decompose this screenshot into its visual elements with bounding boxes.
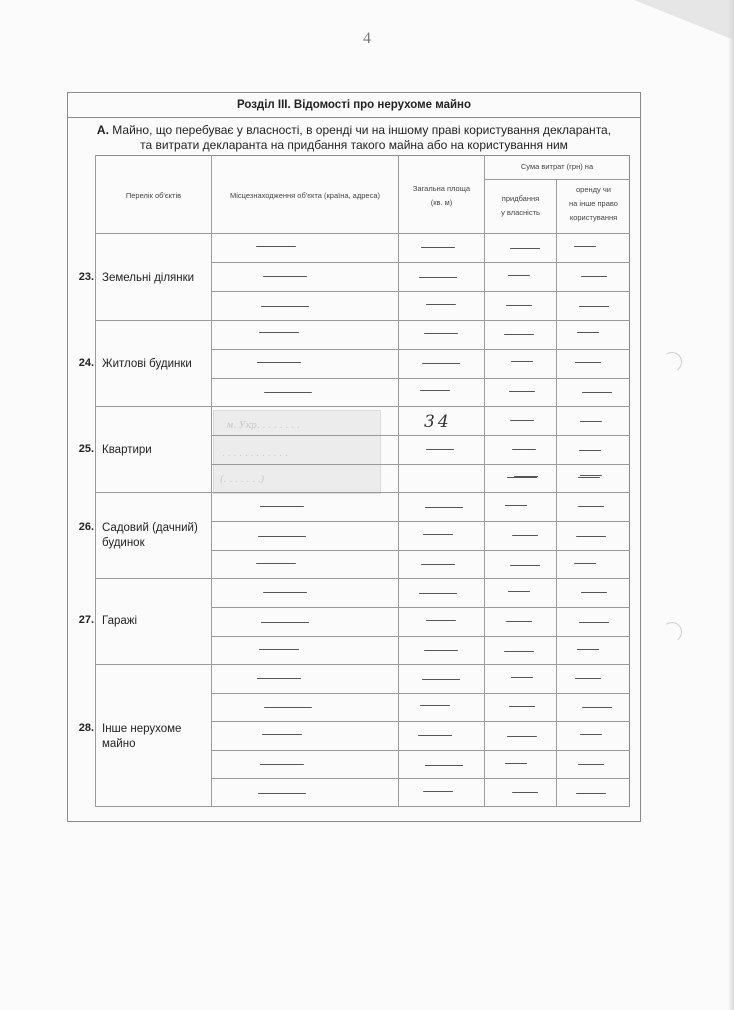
header-purchase [485, 192, 556, 220]
sub-row-hline [211, 521, 630, 522]
sub-row-hline [211, 778, 630, 779]
page-number: 4 [363, 30, 371, 47]
empty-dash [419, 593, 457, 594]
group-hline [95, 578, 630, 579]
sub-row-hline [211, 349, 630, 350]
sub-row-hline [211, 464, 630, 465]
empty-dash [582, 392, 612, 393]
empty-dash [511, 677, 533, 678]
empty-dash [420, 705, 450, 706]
scan-edge [728, 0, 734, 1010]
empty-dash [260, 506, 304, 507]
section-subtitle [68, 123, 640, 153]
empty-dash [512, 792, 538, 793]
row-number: 25. [78, 443, 94, 455]
empty-dash [510, 565, 540, 566]
subtitle-line-1: Майно, що перебуває у власності, в оренді чи на іншому праві користування декларанта, [112, 123, 612, 137]
redacted-address: м. Укр. . . . . . . . . . . . . . . . . . . . (. . . . . . .) [213, 410, 381, 494]
empty-dash [579, 622, 609, 623]
row-label: Квартири [102, 444, 152, 456]
empty-dash [575, 678, 601, 679]
row-label: Садовий (дачний) будинок [102, 522, 198, 549]
empty-dash [506, 621, 532, 622]
empty-dash [424, 333, 458, 334]
empty-dash [425, 507, 463, 508]
header-purchase-line-2: у власність [501, 208, 540, 217]
header-area [399, 182, 484, 210]
empty-dash [261, 622, 309, 623]
section-title: Розділ ІІІ. Відомості про нерухоме майно [68, 93, 640, 118]
empty-dash [418, 735, 452, 736]
empty-dash [512, 535, 538, 536]
empty-dash [419, 277, 457, 278]
empty-dash [426, 304, 456, 305]
empty-dash [420, 390, 450, 391]
empty-dash [258, 793, 306, 794]
subtitle-letter: А. [96, 123, 109, 137]
empty-dash [507, 477, 537, 478]
empty-dash [578, 477, 600, 478]
punch-hole-mark [660, 350, 683, 373]
empty-dash [581, 276, 607, 277]
empty-dash [262, 734, 302, 735]
empty-dash [259, 649, 299, 650]
header-purchase-line-1: придбання [501, 194, 540, 203]
row-number: 23. [78, 271, 94, 283]
empty-dash [582, 707, 612, 708]
empty-dash [507, 736, 537, 737]
empty-dash [581, 592, 607, 593]
table-hline [95, 806, 630, 807]
sub-row-hline [211, 693, 630, 694]
sub-row-hline [211, 550, 630, 551]
header-objects: Перелік об'єктів [125, 191, 182, 200]
empty-dash [422, 363, 460, 364]
empty-dash [421, 564, 455, 565]
empty-dash [504, 651, 534, 652]
sub-row-hline [211, 378, 630, 379]
empty-dash [425, 765, 463, 766]
empty-dash [422, 679, 460, 680]
sub-row-hline [211, 607, 630, 608]
header-area-line-2: (кв. м) [430, 198, 453, 207]
table-vline [211, 155, 212, 806]
row-number: 27. [78, 614, 94, 626]
empty-dash [257, 678, 301, 679]
empty-dash [576, 793, 606, 794]
punch-hole-mark [660, 620, 683, 643]
empty-dash [576, 536, 606, 537]
empty-dash [258, 536, 306, 537]
empty-dash [509, 706, 535, 707]
header-location: Місцезнаходження об'єкта (країна, адреса) [230, 191, 380, 200]
sub-row-hline [211, 750, 630, 751]
header-expenses: Сума витрат (грн) на [520, 162, 594, 171]
empty-dash [510, 420, 534, 421]
empty-dash [509, 391, 535, 392]
table-vline [484, 155, 485, 806]
empty-dash [264, 392, 312, 393]
empty-dash [424, 650, 458, 651]
sub-row-hline [211, 262, 630, 263]
empty-dash [505, 505, 527, 506]
table-vline [398, 155, 399, 806]
group-hline [95, 320, 630, 321]
apartment-area-value: 34 [424, 412, 452, 432]
row-label: Інше нерухоме майно [102, 723, 182, 750]
empty-dash [578, 506, 604, 507]
empty-dash [578, 764, 604, 765]
empty-dash [508, 591, 530, 592]
empty-dash [577, 649, 599, 650]
empty-dash [574, 563, 596, 564]
group-hline [95, 233, 630, 234]
group-hline [95, 492, 630, 493]
empty-dash [426, 449, 454, 450]
header-area-line-1: Загальна площа [412, 184, 471, 193]
sub-row-hline [211, 291, 630, 292]
header-rent-line-2: на інше право [569, 199, 618, 208]
row-label: Земельні ділянки [102, 272, 195, 284]
table-hline [484, 179, 630, 180]
empty-dash [264, 707, 312, 708]
row-label: Гаражі [102, 615, 138, 627]
empty-dash [504, 334, 534, 335]
empty-dash [580, 475, 602, 476]
header-rent-line-3: користування [569, 213, 618, 222]
empty-dash [423, 534, 453, 535]
empty-dash [579, 450, 601, 451]
empty-dash [256, 246, 296, 247]
empty-dash [510, 248, 540, 249]
group-hline [95, 664, 630, 665]
empty-dash [508, 275, 530, 276]
empty-dash [574, 246, 596, 247]
empty-dash [263, 276, 307, 277]
empty-dash [575, 362, 601, 363]
empty-dash [260, 764, 304, 765]
sub-row-hline [211, 435, 630, 436]
row-label: Житлові будинки [102, 358, 192, 370]
empty-dash [421, 247, 455, 248]
table-vline [95, 155, 96, 806]
sub-row-hline [211, 721, 630, 722]
empty-dash [512, 449, 536, 450]
empty-dash [257, 362, 301, 363]
row-number: 26. [78, 521, 94, 533]
empty-dash [259, 332, 299, 333]
empty-dash [511, 361, 533, 362]
empty-dash [506, 305, 532, 306]
row-number: 24. [78, 357, 94, 369]
empty-dash [580, 734, 602, 735]
row-number: 28. [78, 722, 94, 734]
sub-row-hline [211, 636, 630, 637]
empty-dash [423, 791, 453, 792]
empty-dash [580, 421, 602, 422]
empty-dash [505, 763, 527, 764]
empty-dash [514, 476, 538, 477]
empty-dash [263, 592, 307, 593]
empty-dash [256, 563, 296, 564]
header-rent [557, 183, 630, 225]
empty-dash [577, 332, 599, 333]
empty-dash [261, 306, 309, 307]
subtitle-line-2: та витрати декларанта на придбання такого майна або на користування ним [140, 138, 568, 152]
empty-dash [579, 306, 609, 307]
header-rent-line-1: оренду чи [576, 185, 611, 194]
empty-dash [426, 620, 456, 621]
group-hline [95, 406, 630, 407]
